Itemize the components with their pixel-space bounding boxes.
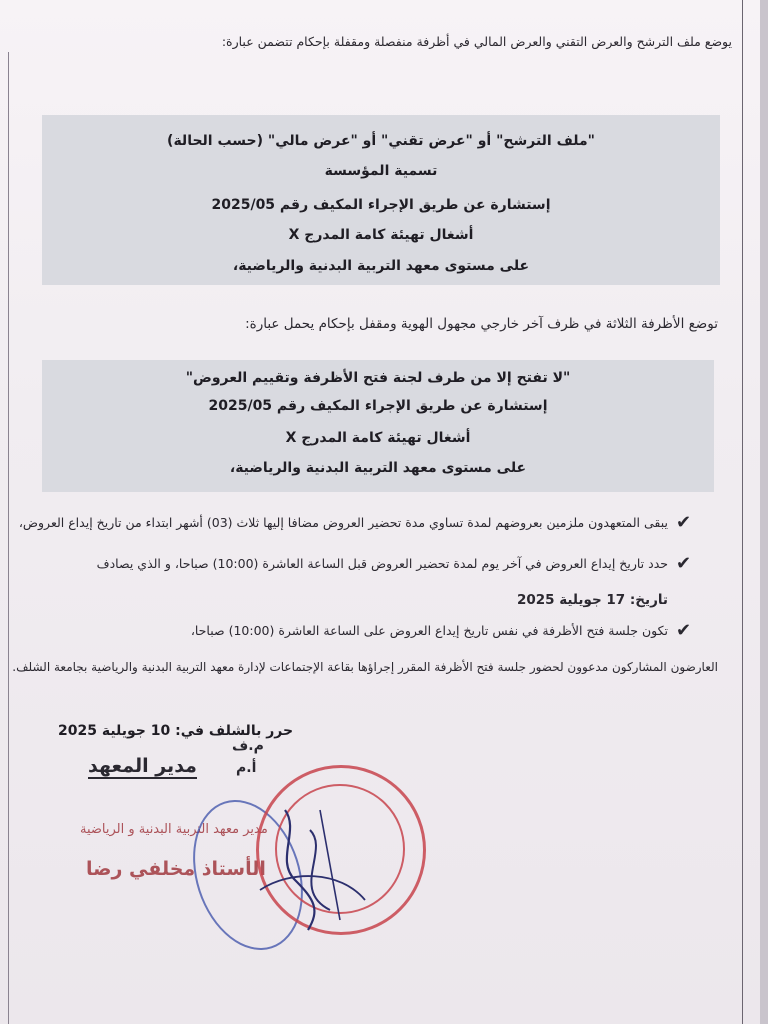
handwritten-signature-icon xyxy=(190,770,390,950)
envelope-outer-label-box xyxy=(42,360,714,492)
box2-line2: إستشارة عن طريق الإجراء المكيف رقم 2025/05 xyxy=(208,398,548,414)
box1-line3: إستشارة عن طريق الإجراء المكيف رقم 2025/05 xyxy=(211,197,551,213)
box2-line4: على مستوى معهد التربية البدنية والرياضية، xyxy=(229,460,527,476)
stamp-name-line: الأستاذ مخلفي رضا xyxy=(86,858,266,880)
signature-date: حرر بالشلف في: 10 جويلية 2025 xyxy=(58,723,294,739)
director-title: مدير المعهد xyxy=(88,755,197,777)
checkmark-icon: ✔ xyxy=(676,512,692,533)
box1-line5: على مستوى معهد التربية البدنية والرياضية، xyxy=(232,258,530,274)
initials-top: م.ف xyxy=(232,738,264,754)
checkmark-icon: ✔ xyxy=(676,620,692,641)
middle-instruction: توضع الأظرفة الثلاثة في ظرف آخر خارجي مجهول الهوية ومقفل بإحكام يحمل عبارة: xyxy=(245,316,718,332)
bullet-opening-session: تكون جلسة فتح الأظرفة في نفس تاريخ إيداع العروض على الساعة العاشرة (10:00) صباحا، xyxy=(190,623,668,638)
page-border-right xyxy=(742,0,743,1024)
box1-line1: "ملف الترشح" أو "عرض تقني" أو "عرض مالي" (حسب الحالة) xyxy=(167,133,595,149)
top-instruction: يوضع ملف الترشح والعرض التقني والعرض المالي في أظرفة منفصلة ومقفلة بإحكام تتضمن عبارة: xyxy=(221,34,732,49)
page-border-left xyxy=(8,52,9,1024)
stamp-role-line: مدير معهد التربية البدنية و الرياضية xyxy=(80,822,268,837)
box2-line1: "لا تفتح إلا من طرف لجنة فتح الأظرفة وتقييم العروض" xyxy=(185,370,571,386)
envelope-inner-label-box xyxy=(42,115,720,285)
closing-invitation: العارضون المشاركون مدعوون لحضور جلسة فتح الأظرفة المقرر إجراؤها بقاعة الإجتماعات لإدارة معهد التربية البدنية والرياضية بجامعة الشلف. xyxy=(12,660,718,674)
bullet-deposit-date: حدد تاريخ إيداع العروض في آخر يوم لمدة تحضير العروض قبل الساعة العاشرة (10:00) صباحا، و الذي يصادف xyxy=(96,556,668,571)
checkmark-icon: ✔ xyxy=(676,553,692,574)
box1-line2: تسمية المؤسسة xyxy=(324,163,438,179)
bullet-deposit-date-cont: تاريخ: 17 جويلية 2025 xyxy=(516,592,668,608)
initials-bottom: أ.م xyxy=(236,760,257,776)
box1-line4: أشغال تهيئة كامة المدرج X xyxy=(288,227,474,243)
bullet-validity: يبقى المتعهدون ملزمين بعروضهم لمدة تساوي مدة تحضير العروض مضافا إليها ثلاث (03) أشهر ابتداء من تاريخ إيداع العروض، xyxy=(18,515,668,530)
box2-line3: أشغال تهيئة كامة المدرج X xyxy=(285,430,471,446)
